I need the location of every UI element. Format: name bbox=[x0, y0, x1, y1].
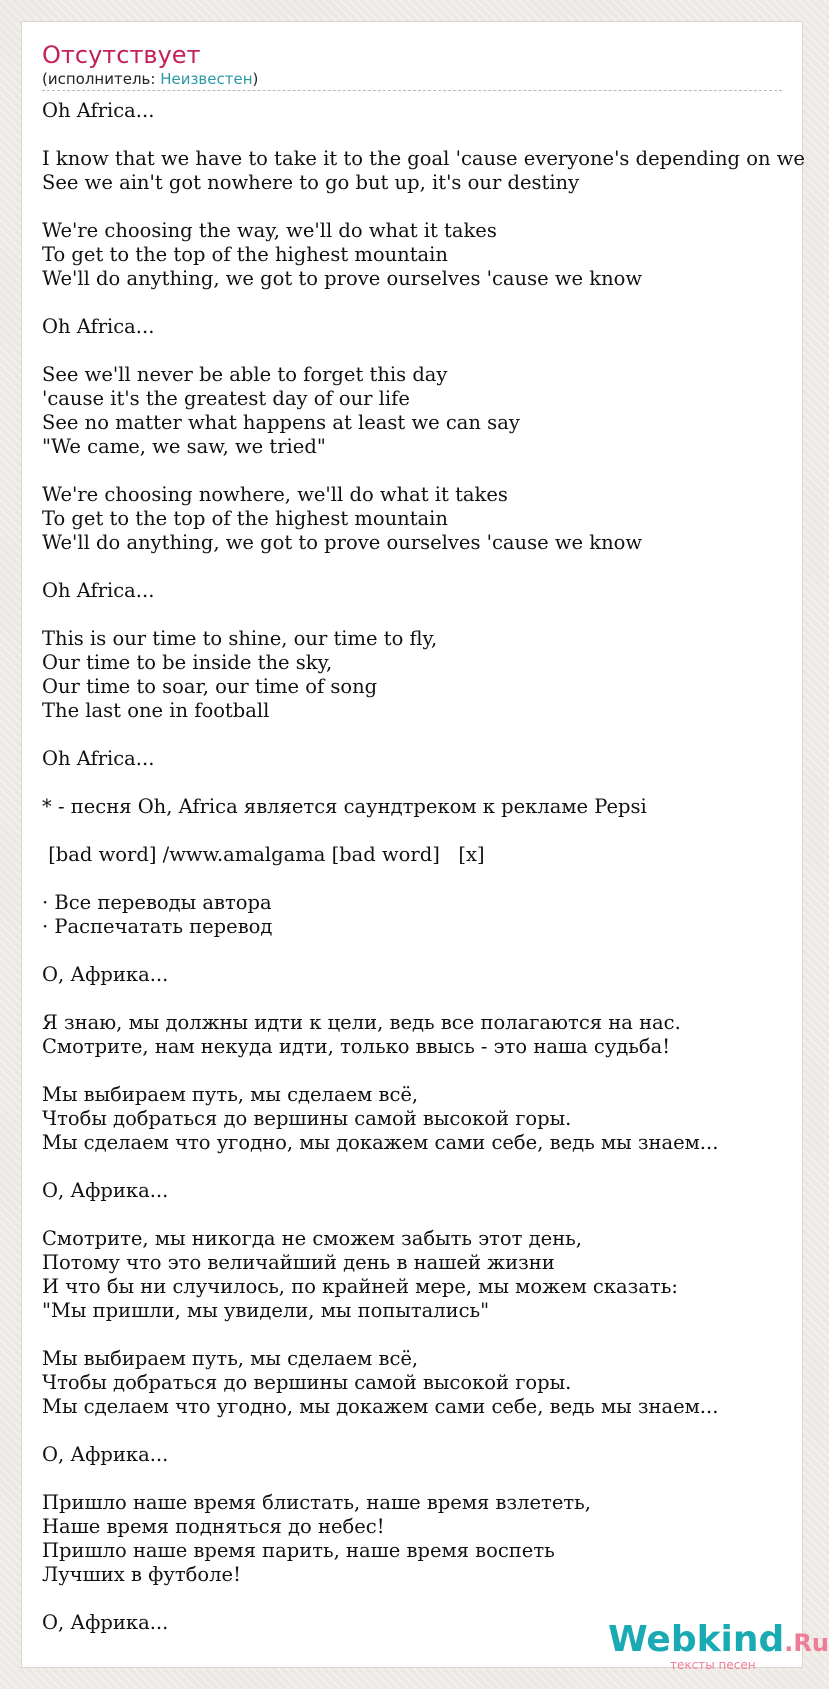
lyric-line: [bad word] /www.amalgama [bad word] [x] bbox=[42, 843, 485, 866]
song-header bbox=[42, 40, 782, 88]
lyric-line: Мы выбираем путь, мы сделаем всё, bbox=[42, 1347, 419, 1370]
header-divider bbox=[42, 90, 782, 91]
lyric-line: О, Африка... bbox=[42, 1443, 169, 1466]
blank-line bbox=[42, 339, 802, 363]
lyric-line: We'll do anything, we got to prove ourselves 'cause we know bbox=[42, 267, 643, 290]
lyric-line[interactable]: · Все переводы автора bbox=[42, 891, 272, 914]
blank-line bbox=[42, 123, 802, 147]
lyric-line: О, Африка... bbox=[42, 1179, 169, 1202]
lyric-line: To get to the top of the highest mountain bbox=[42, 243, 448, 266]
blank-line bbox=[42, 819, 802, 843]
logo-main-text: Webkind bbox=[608, 1619, 785, 1660]
blank-line bbox=[42, 459, 802, 483]
blank-line bbox=[42, 195, 802, 219]
lyric-line: Лучших в футболе! bbox=[42, 1563, 241, 1586]
lyric-line: See we ain't got nowhere to go but up, it's our destiny bbox=[42, 171, 580, 194]
lyrics-text bbox=[42, 99, 805, 1635]
lyric-line: Мы сделаем что угодно, мы докажем сами себе, ведь мы знаем... bbox=[42, 1131, 719, 1154]
lyric-line: Our time to soar, our time of song bbox=[42, 675, 378, 698]
lyric-line: Oh Africa... bbox=[42, 99, 155, 122]
lyric-line: Я знаю, мы должны идти к цели, ведь все полагаются на нас. bbox=[42, 1011, 681, 1034]
blank-line bbox=[42, 291, 802, 315]
lyric-line: Смотрите, нам некуда идти, только ввысь - это наша судьба! bbox=[42, 1035, 671, 1058]
webkind-logo[interactable] bbox=[608, 1619, 829, 1672]
lyric-line[interactable]: · Распечатать перевод bbox=[42, 915, 273, 938]
blank-line bbox=[42, 723, 802, 747]
lyric-line: To get to the top of the highest mountain bbox=[42, 507, 448, 530]
lyric-line: "Мы пришли, мы увидели, мы попытались" bbox=[42, 1299, 490, 1322]
song-title: Отсутствует bbox=[42, 41, 201, 69]
lyric-line: Наше время подняться до небес! bbox=[42, 1515, 385, 1538]
lyric-line: Мы сделаем что угодно, мы докажем сами себе, ведь мы знаем... bbox=[42, 1395, 719, 1418]
blank-line bbox=[42, 1059, 802, 1083]
lyric-line: Oh Africa... bbox=[42, 315, 155, 338]
blank-line bbox=[42, 603, 802, 627]
logo-suffix: .Ru bbox=[784, 1629, 829, 1657]
lyric-line: Oh Africa... bbox=[42, 579, 155, 602]
blank-line bbox=[42, 1155, 802, 1179]
lyric-line: * - песня Oh, Africa является саундтреком к рекламе Pepsi bbox=[42, 795, 647, 818]
blank-line bbox=[42, 1467, 802, 1491]
blank-line bbox=[42, 1323, 802, 1347]
artist-line bbox=[42, 70, 782, 88]
lyric-line: We're choosing the way, we'll do what it takes bbox=[42, 219, 497, 242]
artist-link[interactable]: Неизвестен bbox=[160, 70, 253, 88]
lyric-line: This is our time to shine, our time to fly, bbox=[42, 627, 438, 650]
blank-line bbox=[42, 1419, 802, 1443]
lyric-line: Смотрите, мы никогда не сможем забыть этот день, bbox=[42, 1227, 583, 1250]
lyric-line: Oh Africa... bbox=[42, 747, 155, 770]
lyric-line: Пришло наше время блистать, наше время взлететь, bbox=[42, 1491, 591, 1514]
lyric-line: We'll do anything, we got to prove ourselves 'cause we know bbox=[42, 531, 643, 554]
lyric-line: We're choosing nowhere, we'll do what it takes bbox=[42, 483, 508, 506]
logo-tagline: тексты песен bbox=[670, 1658, 756, 1672]
lyric-line: I know that we have to take it to the goal 'cause everyone's depending on we bbox=[42, 147, 805, 170]
lyric-line: Мы выбираем путь, мы сделаем всё, bbox=[42, 1083, 419, 1106]
logo-wordmark bbox=[608, 1620, 829, 1663]
lyric-line: Пришло наше время парить, наше время воспеть bbox=[42, 1539, 555, 1562]
blank-line bbox=[42, 987, 802, 1011]
lyric-line: "We came, we saw, we tried" bbox=[42, 435, 326, 458]
lyric-line: Потому что это величайший день в нашей жизни bbox=[42, 1251, 555, 1274]
lyric-line: О, Африка... bbox=[42, 963, 169, 986]
blank-line bbox=[42, 867, 802, 891]
lyrics-card bbox=[21, 21, 829, 1672]
blank-line bbox=[42, 1203, 802, 1227]
blank-line bbox=[42, 1587, 802, 1611]
lyric-line: Чтобы добраться до вершины самой высокой горы. bbox=[42, 1371, 572, 1394]
lyric-line: See no matter what happens at least we can say bbox=[42, 411, 520, 434]
blank-line bbox=[42, 771, 802, 795]
artist-prefix: (исполнитель: bbox=[42, 70, 161, 88]
blank-line bbox=[42, 555, 802, 579]
blank-line bbox=[42, 939, 802, 963]
lyric-line: Чтобы добраться до вершины самой высокой горы. bbox=[42, 1107, 572, 1130]
lyric-line: О, Африка... bbox=[42, 1611, 169, 1634]
lyric-line: Our time to be inside the sky, bbox=[42, 651, 333, 674]
lyric-line: И что бы ни случилось, по крайней мере, мы можем сказать: bbox=[42, 1275, 678, 1298]
artist-suffix: ) bbox=[252, 70, 259, 88]
lyric-line: See we'll never be able to forget this day bbox=[42, 363, 448, 386]
lyric-line: 'cause it's the greatest day of our life bbox=[42, 387, 410, 410]
lyric-line: The last one in football bbox=[42, 699, 270, 722]
